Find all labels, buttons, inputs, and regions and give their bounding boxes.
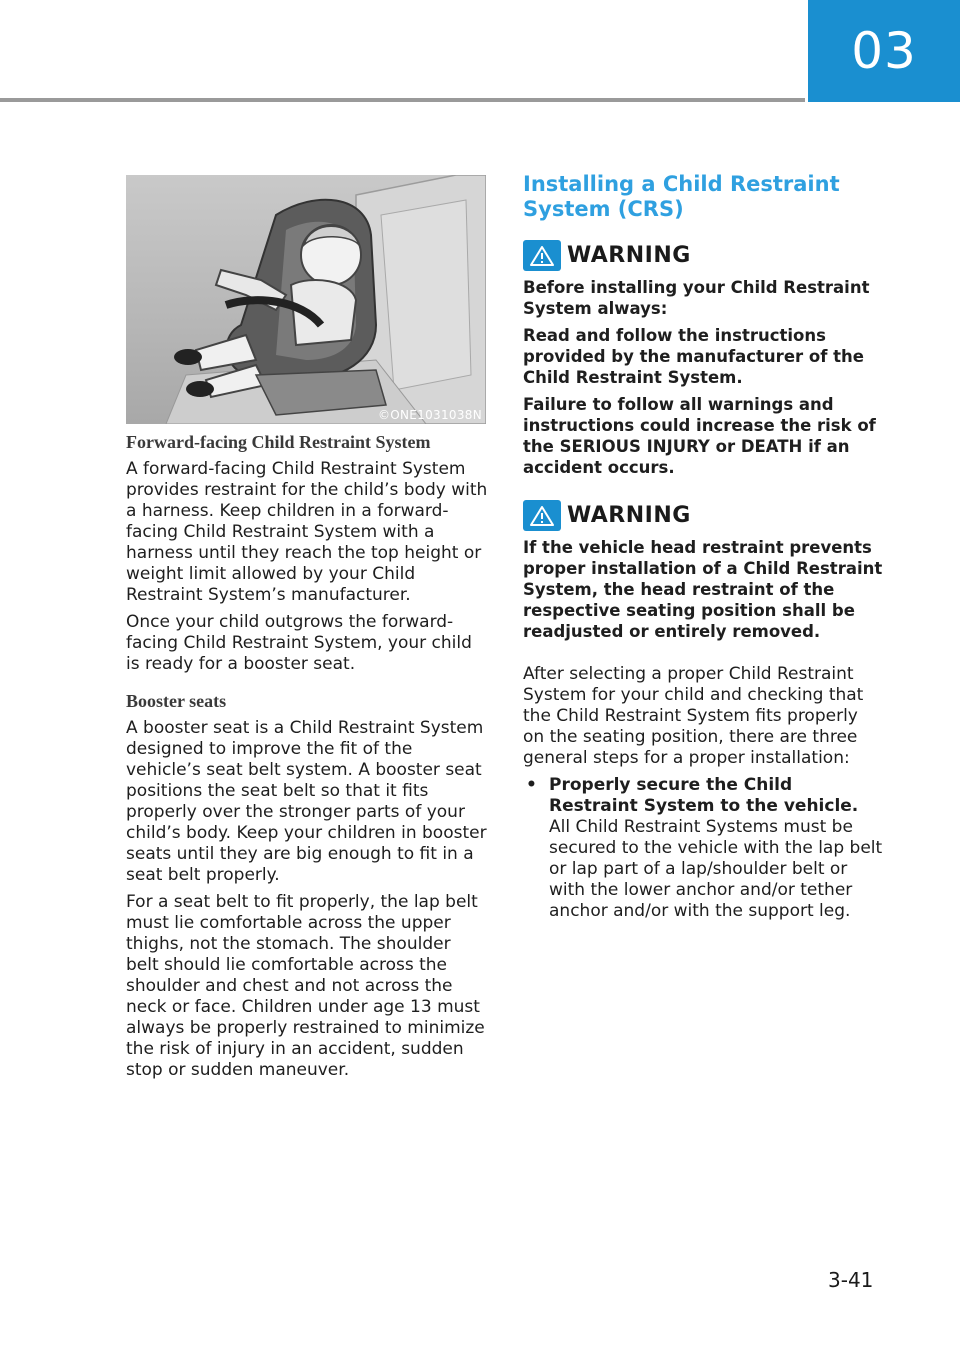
paragraph-outgrows: Once your child outgrows the forward-facing Child Restraint System, your child is ready for a booster seat.	[126, 612, 472, 674]
warning-header-1	[523, 240, 883, 271]
child-seat-drawing	[126, 175, 486, 424]
bullet-bold-text: Properly secure the Child Restraint System to the vehicle.	[549, 775, 859, 816]
warning-1-line: Failure to follow all warnings and instructions could increase the risk of the SERIOUS INJURY or DEATH if an accident occurs.	[523, 395, 876, 477]
registered-circle-icon: ©	[377, 408, 391, 422]
warning-triangle-icon	[523, 240, 561, 271]
warning-block-1	[523, 240, 883, 478]
page-number: 3-41	[828, 1268, 874, 1292]
warning-triangle-icon	[523, 500, 561, 531]
warning-title-2: WARNING	[567, 503, 691, 528]
paragraph-installation-steps: After selecting a proper Child Restraint System for your child and checking that the Child Restraint System fits properly on the seating position, there are three general steps for a proper installation:	[523, 664, 864, 768]
bullet-text: All Child Restraint Systems must be secured to the vehicle with the lap belt or lap part of a lap/shoulder belt or with the lower anchor and/or tether anchor and/or with the support leg.	[549, 817, 883, 921]
left-column	[126, 432, 488, 1087]
figure-code	[378, 408, 482, 422]
bullet-icon: •	[526, 775, 537, 795]
right-column	[523, 172, 883, 922]
warning-2-line: If the vehicle head restraint prevents proper installation of a Child Restraint System, the head restraint of the respective seating position shall be readjusted or entirely removed.	[523, 538, 883, 641]
list-item	[523, 775, 883, 922]
warning-body-2	[523, 537, 883, 642]
paragraph-seat-belt-fit: For a seat belt to fit properly, the lap belt must lie comfortable across the upper thighs, not the stomach. The shoulder belt should lie comfortable across the shoulder and chest and not across the neck or face. Children under age 13 must always be properly restrained to minimize the risk of injury in an accident, sudden stop or sudden maneuver.	[126, 892, 485, 1080]
warning-1-line: Before installing your Child Restraint System always:	[523, 278, 870, 318]
chapter-tab: 03	[808, 0, 960, 102]
child-seat-illustration	[126, 175, 486, 424]
figure-code-text: ONE1031038N	[390, 408, 482, 422]
paragraph-forward-facing: A forward-facing Child Restraint System provides restraint for the child’s body with a harness. Keep children in a forward-facing Child Restraint System with a harness until they reach the top height or weight limit allowed by your Child Restraint System’s manufacturer.	[126, 459, 488, 605]
heading-booster-seats: Booster seats	[126, 691, 227, 711]
installation-steps-list	[523, 775, 883, 922]
warning-body-1	[523, 277, 883, 478]
section-title: Installing a Child Restraint System (CRS)	[523, 172, 840, 221]
paragraph-booster: A booster seat is a Child Restraint System designed to improve the fit of the vehicle’s seat belt system. A booster seat positions the seat belt so that it fits properly over the stronger parts of your child’s body. Keep your children in booster seats until they are big enough to fit in a seat belt properly.	[126, 718, 487, 885]
warning-title-1: WARNING	[567, 243, 691, 268]
header-rule	[0, 98, 805, 102]
warning-header-2	[523, 500, 883, 531]
warning-block-2	[523, 500, 883, 642]
warning-1-line: Read and follow the instructions provided by the manufacturer of the Child Restraint System.	[523, 326, 864, 387]
heading-forward-facing: Forward-facing Child Restraint System	[126, 432, 431, 452]
